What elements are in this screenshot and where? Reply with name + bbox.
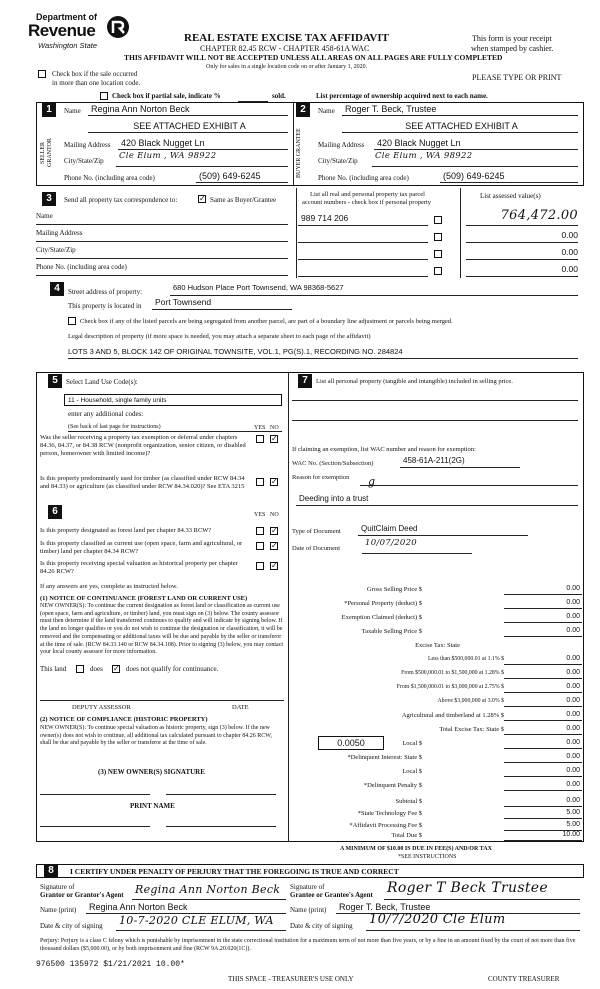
grantee-signature[interactable]: Roger T Beck Trustee	[384, 880, 580, 900]
personal-property-label: List all personal property (tangible and intangible) included in selling price.	[316, 378, 513, 385]
tax-row-label: From $500,000.01 to $1,500,000 at 1.28% $	[401, 670, 504, 676]
grantor-sig-label2: Grantor or Grantor's Agent	[40, 891, 124, 899]
sec6-yes-label: YES	[254, 512, 266, 518]
reason-label: Reason for exemption	[292, 474, 350, 481]
multi-location-line1: Check box if the sale occurred	[52, 70, 138, 78]
seller-name-label: Name	[64, 107, 81, 115]
seller-phone-field[interactable]: (509) 649-6245	[196, 171, 288, 183]
dept-line2: Revenue	[28, 21, 96, 40]
seller-city-label: City/State/Zip	[64, 157, 104, 165]
sec5-q1-no[interactable]: ✓	[271, 434, 278, 443]
legal-description[interactable]: LOTS 3 AND 5, BLOCK 142 OF ORIGINAL TOWNSITE, VOL.1, PG(S).1, RECORDING NO. 284824	[68, 347, 403, 356]
section-4-badge: 4	[50, 282, 64, 296]
same-as-buyer-label: Same as Buyer/Grantee	[210, 196, 277, 204]
sec6-q2: Is this property classified as current use (open space, farm and agricultural, or timber) land per chapter 84.34 RCW?	[40, 540, 243, 555]
seller-name-field[interactable]: Regina Ann Norton Beck	[88, 104, 288, 116]
sec5-q1-yes[interactable]	[256, 435, 264, 443]
personal-property-checkbox[interactable]	[434, 216, 442, 224]
partial-sale-checkbox[interactable]	[100, 92, 108, 100]
form-title: REAL ESTATE EXCISE TAX AFFIDAVIT	[184, 32, 389, 44]
receipt-line1: This form is your receipt	[472, 34, 552, 43]
street-label: Street address of property:	[68, 288, 143, 296]
located-field[interactable]: Port Townsend	[152, 298, 292, 310]
affidavit-fee-label: *Affidavit Processing Fee $	[349, 822, 422, 829]
seller-mail-field[interactable]: 420 Black Nugget Ln	[118, 138, 288, 150]
tax-row-value[interactable]: 0.00	[504, 683, 582, 693]
tax-row-value[interactable]: 0.00	[504, 627, 582, 637]
sec6-q1-no[interactable]: ✓	[271, 526, 278, 535]
sec3-city-label: City/State/Zip	[36, 246, 76, 254]
dor-emblem-icon	[106, 14, 130, 40]
county-treasurer-label: COUNTY TREASURER	[488, 975, 560, 983]
sec6-q3-no[interactable]: ✓	[271, 561, 278, 570]
personal-property-checkbox[interactable]	[434, 250, 442, 258]
grantee-name-label: Name (print)	[290, 906, 327, 914]
send-correspondence-label: Send all property tax correspondence to:	[64, 196, 178, 204]
located-label: This property is located in	[68, 302, 142, 310]
grantee-name-field[interactable]: Roger T. Beck, Trustee	[336, 902, 580, 914]
sec6-no-label: NO	[270, 512, 279, 518]
buyer-name-label: Name	[318, 107, 335, 115]
seller-exhibit-field[interactable]: SEE ATTACHED EXHIBIT A	[88, 121, 288, 133]
print-name-label: PRINT NAME	[130, 802, 175, 810]
doc-date-field[interactable]: 10/07/2020	[362, 539, 472, 554]
grantor-name-label: Name (print)	[40, 906, 77, 914]
affidavit-fee-value[interactable]: 5.00	[504, 821, 582, 831]
tax-row-label: Excise Tax: State	[415, 642, 460, 649]
grantee-sig-label1: Signature of	[290, 883, 325, 891]
sec6-q2-yes[interactable]	[256, 542, 264, 550]
grantee-date-field[interactable]: 10/7/2020 Cle Elum	[366, 913, 580, 931]
tax-row-label: Agricultural and timberland at 1.28% $	[401, 712, 504, 719]
sec3-mail-label: Mailing Address	[36, 229, 83, 237]
wac-label: WAC No. (Section/Subsection)	[292, 460, 374, 467]
does-label: does	[90, 665, 103, 673]
section-5-badge: 5	[48, 374, 62, 388]
tax-row-value[interactable]: 0.00	[504, 725, 582, 735]
seller-city-field[interactable]: Cle Elum , WA 98922	[116, 152, 288, 167]
assessed-value-field[interactable]: 0.00	[466, 265, 578, 277]
ownership-pct-label: List percentage of ownership acquired next to each name.	[316, 92, 488, 100]
tax-row-value[interactable]: 0.00	[504, 711, 582, 721]
penalty-label: *Delinquent Penalty $	[363, 782, 422, 789]
personal-property-checkbox[interactable]	[434, 267, 442, 275]
doc-type-label: Type of Document	[292, 528, 341, 535]
sec5-q1: Was the seller receiving a property tax exemption or deferral under chapters 84.36, 84.37, or 84.38 RCW (nonprofit organization, senior citizen, or disabled person, homeowner with limited income)?	[40, 434, 246, 457]
exemption-label: If claiming an exemption, list WAC number and reason for exemption:	[292, 446, 476, 453]
sec6-q2-no[interactable]: ✓	[271, 541, 278, 550]
receipt-line2: when stamped by cashier.	[471, 44, 554, 53]
certify-statement: I CERTIFY UNDER PENALTY OF PERJURY THAT THE FOREGOING IS TRUE AND CORRECT	[70, 867, 399, 876]
parcel-number-field[interactable]	[298, 248, 428, 260]
subtotal-value[interactable]: 0.00	[504, 797, 582, 807]
buyer-side-label: BUYER GRANTEE	[296, 128, 302, 178]
tech-fee-label: *State Technology Fee $	[357, 810, 422, 817]
grantor-date-label: Date & city of signing	[40, 922, 103, 930]
section-8-badge: 8	[44, 864, 58, 878]
sec3-name-label: Name	[36, 212, 53, 220]
land-use-select[interactable]: 11 - Household, single family units	[64, 394, 282, 406]
grantee-date-label: Date & city of signing	[290, 922, 353, 930]
local-rate-box[interactable]: 0.0050	[318, 736, 384, 750]
tax-row-label: Gross Selling Price $	[366, 586, 422, 593]
notice2-body: NEW OWNER(S): To continue special valuation as historic property, sign (3) below. If the new owner(s) does not wish to continue, all additional tax calculated pursuant to chapter 84.26 RCW, shall be due and payable by the seller or transferor at the time of sale.	[40, 725, 272, 747]
deputy-assessor-label: DEPUTY ASSESSOR	[72, 704, 131, 711]
section-6-badge: 6	[48, 505, 62, 519]
parcel-number-field[interactable]	[298, 231, 428, 243]
see-back-label: (See back of last page for instructions)	[68, 424, 161, 430]
assessed-value-field[interactable]: 764,472.00	[466, 209, 578, 226]
does-not-label: does not qualify for continuance.	[126, 665, 219, 673]
new-owner-sig-label: (3) NEW OWNER(S) SIGNATURE	[98, 768, 205, 776]
penalty-value[interactable]: 0.00	[504, 781, 582, 791]
tax-row-label: Less than $500,000.01 at 1.1% $	[428, 656, 504, 662]
if-yes-label: If any answers are yes, complete as instructed below.	[40, 583, 178, 590]
sec5-yes-label: YES	[254, 425, 266, 431]
local-label: Local $	[402, 740, 422, 747]
form-sub-warning: Only for sales in a single location code on or after January 1, 2020.	[206, 64, 368, 70]
dept-line1: Department of	[36, 12, 98, 22]
grantor-date-field[interactable]: 10-7-2020 CLE ELUM, WA	[116, 915, 286, 931]
form-warning: THIS AFFIDAVIT WILL NOT BE ACCEPTED UNLESS ALL AREAS ON ALL PAGES ARE FULLY COMPLETED	[124, 53, 503, 62]
delinquent-state-value[interactable]: 0.00	[504, 753, 582, 763]
this-land-label: This land	[40, 665, 67, 673]
section-7-badge: 7	[298, 374, 312, 388]
delinquent-state-label: *Delinquent Interest: State $	[347, 754, 422, 761]
wac-field[interactable]: 458-61A-211(2G)	[400, 456, 520, 468]
total-due-label: Total Due $	[391, 832, 422, 839]
deputy-date-label: DATE	[232, 704, 249, 711]
additional-codes-label: enter any additional codes:	[68, 410, 144, 418]
local-value[interactable]: 0.00	[504, 739, 582, 749]
total-due-value[interactable]: 10.00	[504, 831, 582, 841]
sec5-q2-no[interactable]: ✓	[271, 477, 278, 486]
minimum-note: A MINIMUM OF $10.00 IS DUE IN FEE(S) AND/OR TAX	[340, 846, 492, 852]
reason-mark: g	[368, 475, 376, 488]
does-not-checkbox[interactable]: ✓	[113, 664, 120, 673]
sec6-q3-yes[interactable]	[256, 562, 264, 570]
notice2-title: (2) NOTICE OF COMPLIANCE (HISTORIC PROPERTY)	[40, 716, 208, 723]
buyer-city-label: City/State/Zip	[318, 157, 358, 165]
section-3-badge: 3	[42, 192, 56, 206]
notice1-title: (1) NOTICE OF CONTINUANCE (FOREST LAND OR CURRENT USE)	[40, 595, 248, 602]
subtotal-label: Subtotal $	[395, 798, 422, 805]
buyer-mail-label: Mailing Address	[318, 141, 365, 149]
grantor-sig-label1: Signature of	[40, 883, 75, 891]
buyer-city-field[interactable]: Cle Elum , WA 98922	[372, 152, 578, 167]
segregated-checkbox[interactable]	[68, 317, 76, 325]
tax-row-value[interactable]: 0.00	[504, 697, 582, 707]
personal-property-checkbox[interactable]	[434, 233, 442, 241]
tax-row-label: Taxable Selling Price $	[361, 628, 422, 635]
doc-type-field[interactable]: QuitClaim Deed	[358, 524, 528, 536]
tax-row-value[interactable]: 0.00	[504, 599, 582, 609]
parcel-number-field[interactable]: 989 714 206	[298, 214, 428, 226]
tax-row-label: *Personal Property (deduct) $	[344, 600, 422, 607]
doc-date-label: Date of Document	[292, 545, 341, 552]
section-2-badge: 2	[296, 103, 310, 117]
tax-row-label: From $1,500,000.01 to $3,000,000 at 2.75% $	[396, 684, 504, 690]
notice1-body: NEW OWNER(S): To continue the current designation as forest land or classification as current use (open space, farm and agriculture, or timber) land, you must sign on (3) below. The county assessor must then determine if the land transferred continues to qualify and will indicate by signing below. If the land no longer qualifies or you do not wish to continue the designation or classification, it will be removed and the compensating or additional taxes will be due and payable by the seller or transferor at the time of sale. (RCW 84.33.140 or RCW 84.34.108). Prior to signing (3) below, you may contact your local county assessor for more information.	[40, 603, 284, 656]
form-chapters: CHAPTER 82.45 RCW - CHAPTER 458-61A WAC	[200, 44, 370, 53]
sec6-q1: Is this property designated as forest land per chapter 84.33 RCW?	[40, 527, 212, 534]
delinquent-local-value[interactable]: 0.00	[504, 767, 582, 777]
grantee-sig-label2: Grantee or Grantee's Agent	[290, 891, 373, 899]
seller-mail-label: Mailing Address	[64, 141, 111, 149]
reason-field[interactable]: Deeding into a trust	[296, 494, 578, 506]
sec3-phone-label: Phone No. (including area code)	[36, 263, 127, 271]
assessed-value-field[interactable]: 0.00	[466, 248, 578, 260]
parcel-number-field[interactable]	[298, 265, 428, 277]
tax-row-value[interactable]: 0.00	[504, 669, 582, 679]
buyer-mail-field[interactable]: 420 Black Nugget Ln	[374, 138, 578, 150]
dor-logo	[14, 10, 134, 60]
tax-row-label: Exemption Claimed (deduct) $	[341, 614, 422, 621]
grantor-signature[interactable]: Regina Ann Norton Beck	[132, 884, 286, 900]
sec5-q2: Is this property predominantly used for timber (as classified under RCW 84.34 and 84.33) or agriculture (as classified under RCW 84.34.020)? See ETA 3215	[40, 475, 245, 490]
seller-phone-label: Phone No. (including area code)	[64, 174, 155, 182]
tax-row-label: Above $3,000,000 at 3.0% $	[437, 698, 504, 704]
does-checkbox[interactable]	[76, 665, 84, 673]
treasurer-only-label: THIS SPACE - TREASURER'S USE ONLY	[228, 975, 354, 983]
same-as-buyer-checkbox[interactable]: ✓	[199, 194, 206, 203]
delinquent-local-label: Local $	[402, 768, 422, 775]
assessed-header: List assessed value(s)	[480, 192, 541, 200]
sec5-q2-yes[interactable]	[256, 478, 264, 486]
section-1-badge: 1	[42, 103, 56, 117]
perjury-statement: Perjury: Perjury is a class C felony which is punishable by imprisonment in the state correctional institution for a maximum term of not more than five years, or by a fine in an amount fixed by the court of not more than five thousand dollars ($5,000.00), or by both imprisonment and fine (RCW 9A.20.020(1C)).	[40, 938, 576, 952]
dept-line3: Washington State	[38, 41, 98, 50]
multi-location-line2: in more than one location code.	[52, 79, 141, 87]
assessed-value-field[interactable]: 0.00	[466, 231, 578, 243]
legal-label: Legal description of property (if more space is needed, you may attach a separate sheet to each page of the affidavit)	[68, 333, 371, 340]
tax-row-label: Total Excise Tax: State $	[439, 726, 504, 733]
treasurer-stamp: 976500 135972 $1/21/2021 10.00*	[36, 960, 185, 969]
seller-side-label: SELLER GRANTOR	[40, 138, 53, 168]
buyer-name-field[interactable]: Roger T. Beck, Trustee	[342, 104, 578, 116]
buyer-phone-field[interactable]: (509) 649-6245	[440, 171, 578, 183]
tech-fee-value[interactable]: 5.00	[504, 809, 582, 819]
multi-location-checkbox[interactable]	[38, 70, 46, 78]
type-or-print: PLEASE TYPE OR PRINT	[472, 73, 562, 82]
grantor-name-field[interactable]: Regina Ann Norton Beck	[86, 902, 286, 914]
tax-row-value[interactable]: 0.00	[504, 585, 582, 595]
buyer-exhibit-field[interactable]: SEE ATTACHED EXHIBIT A	[342, 121, 578, 133]
tax-row-value[interactable]: 0.00	[504, 655, 582, 665]
street-field[interactable]: 680 Hudson Place Port Townsend, WA 98368-5627	[170, 284, 578, 296]
land-use-label: Select Land Use Code(s):	[66, 378, 138, 386]
segregated-label: Check box if any of the listed parcels are being segregated from another parcel, are part of a boundary line adjustment or parcels being merged.	[80, 318, 453, 325]
sec5-no-label: NO	[270, 425, 279, 431]
parcel-header-line1: List all real and personal property tax parcel	[310, 191, 425, 198]
parcel-header-line2: account numbers - check box if personal property	[302, 199, 432, 206]
sec6-q3: Is this property receiving special valuation as historical property per chapter 84.26 RCW?	[40, 560, 238, 575]
sec6-q1-yes[interactable]	[256, 527, 264, 535]
buyer-phone-label: Phone No. (including area code)	[318, 174, 409, 182]
tax-row-value[interactable]: 0.00	[504, 613, 582, 623]
see-instructions-note: *SEE INSTRUCTIONS	[398, 854, 457, 860]
partial-sale-label: Check box if partial sale, indicate %	[112, 92, 221, 100]
partial-sold-label: sold.	[272, 92, 286, 100]
